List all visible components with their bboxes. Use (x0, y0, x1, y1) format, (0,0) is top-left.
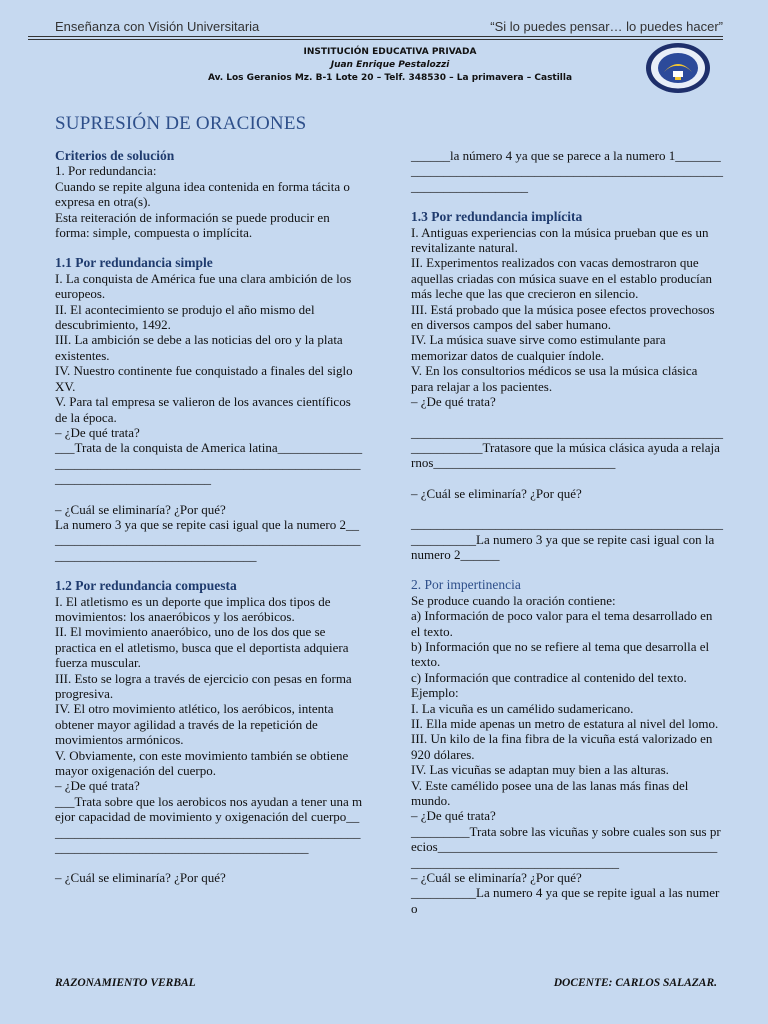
left-column (55, 148, 365, 886)
footer-subject: RAZONAMIENTO VERBAL (55, 977, 196, 989)
page-header (55, 19, 723, 34)
question: – ¿De qué trata? (55, 778, 140, 794)
statement: Se produce cuando la oración contiene: (411, 592, 616, 608)
institution-name: Juan Enrique Pestalozzi (330, 60, 450, 70)
statement: IV. La música suave sirve como estimulante para memorizar datos de cualquier índole. (411, 332, 666, 363)
statement: III. Un kilo de la fina fibra de la vicuña está valorizado en 920 dólares. (411, 731, 713, 762)
statement: IV. Las vicuñas se adaptan muy bien a las alturas. (411, 762, 669, 778)
intro-line: Esta reiteración de información se puede producir en forma: simple, compuesta o implícita. (55, 209, 330, 241)
statement: III. La ambición se debe a las noticias del oro y la plata existentes. (55, 332, 343, 363)
answer: _________Trata sobre las vicuñas y sobre cuales son sus precios___________________________________________________________________________ (411, 823, 721, 870)
statement: II. El acontecimiento se produjo el año mismo del descubrimiento, 1492. (55, 301, 315, 333)
statement: III. Está probado que la música posee efectos provechosos en diversos campos del saber humano. (411, 301, 715, 333)
statement: V. Obviamente, con este movimiento también se obtiene mayor oxigenación del cuerpo. (55, 747, 349, 779)
statement: V. En los consultorios médicos se usa la música clásica para relajar a los pacientes. (411, 363, 698, 394)
question: – ¿Cuál se eliminaría? ¿Por qué? (411, 485, 582, 501)
statement: Ejemplo: (411, 685, 459, 701)
answer: __________La numero 4 ya que se repite igual a las numero (411, 885, 720, 916)
statement: V. Este camélido posee una de las lanas más finas del mundo. (411, 777, 689, 809)
answer: ___Trata de la conquista de America latina____________________________________________________________________________________ (55, 440, 363, 487)
page-footer (55, 977, 717, 989)
statement: a) Información de poco valor para el tema desarrollado en el texto. (411, 608, 713, 639)
section-heading-1-3: 1.3 Por redundancia implícita (411, 209, 583, 225)
question: – ¿De qué trata? (55, 424, 140, 440)
question: – ¿Cuál se eliminaría? ¿Por qué? (55, 870, 226, 886)
statement: I. La conquista de América fue una clara ambición de los europeos. (55, 270, 352, 302)
statement: c) Información que contradice al contenido del texto. (411, 669, 687, 685)
institution-block (150, 46, 630, 85)
criteria-heading: Criterios de solución (55, 148, 175, 163)
statement: II. Experimentos realizados con vacas demostraron que aquellas criadas con música suave en el establo producían más leche que las que crecieron en silencio. (411, 255, 713, 302)
answer: ___Trata sobre que los aerobicos nos ayudan a tener una mejor capacidad de movimiento y oxigenación del cuerpo________________________________________________________________________________________ (55, 793, 363, 856)
question: – ¿Cuál se eliminaría? ¿Por qué? (55, 501, 226, 517)
statement: I. La vicuña es un camélido sudamericano. (411, 700, 634, 716)
school-crest-icon (644, 42, 712, 94)
section-heading-1-1: 1.1 Por redundancia simple (55, 255, 213, 271)
statement: V. Para tal empresa se valieron de los avances científicos de la época. (55, 394, 351, 425)
header-slogan-left: Enseñanza con Visión Universitaria (55, 19, 260, 34)
page-title: SUPRESIÓN DE ORACIONES (55, 113, 307, 134)
header-divider-top (28, 36, 723, 37)
question: – ¿De qué trata? (411, 394, 496, 410)
statement: I. Antiguas experiencias con la música prueban que es un revitalizante natural. (411, 224, 709, 256)
answer: La numero 3 ya que se repite casi igual que la numero 2________________________________________________________________________________ (55, 516, 361, 563)
institution-type: INSTITUCIÓN EDUCATIVA PRIVADA (303, 47, 477, 57)
footer-teacher: DOCENTE: CARLOS SALAZAR. (553, 977, 717, 989)
statement: I. El atletismo es un deporte que implica dos tipos de movimientos: los anaeróbicos y los aeróbicos. (55, 593, 331, 624)
question: – ¿Cuál se eliminaría? ¿Por qué? (411, 870, 582, 886)
answer: __________________________________________________________La numero 3 ya que se repite casi igual con la numero 2______ (411, 516, 723, 562)
institution-address: Av. Los Geranios Mz. B-1 Lote 20 – Telf. 348530 – La primavera – Castilla (207, 73, 573, 83)
statement: b) Información que no se refiere al tema que desarrolla el texto. (411, 638, 710, 670)
section-heading-1-2: 1.2 Por redundancia compuesta (55, 578, 237, 594)
section-heading-2: 2. Por impertinencia (411, 577, 521, 593)
statement: IV. Nuestro continente fue conquistado a finales del siglo XV. (55, 363, 353, 394)
intro-line: Cuando se repite alguna idea contenida en forma tácita o expresa en otra(s). (55, 178, 350, 210)
statement: II. El movimiento anaeróbico, uno de los dos que se practica en el atletismo, busca que el deportista adquiera fuerza muscular. (55, 624, 349, 671)
intro-line: 1. Por redundancia: (55, 163, 157, 179)
statement: III. Esto se logra a través de ejercicio con pesas en forma progresiva. (55, 670, 352, 701)
answer: ______la número 4 ya que se parece a la numero 1_________________________________________________________________________ (411, 148, 723, 194)
right-column (411, 148, 723, 916)
header-slogan-right: “Si lo puedes pensar… lo puedes hacer” (490, 19, 723, 34)
statement: IV. El otro movimiento atlético, los aeróbicos, intenta obtener mayor agilidad a través de la repetición de movimientos armónicos. (55, 701, 334, 748)
statement: II. Ella mide apenas un metro de estatura al nivel del lomo. (411, 716, 719, 731)
answer: ___________________________________________________________Tratasore que la música clásica ayuda a relajarnos____________________________ (411, 424, 723, 471)
question: – ¿De qué trata? (411, 808, 496, 824)
header-divider-bottom (28, 39, 723, 40)
